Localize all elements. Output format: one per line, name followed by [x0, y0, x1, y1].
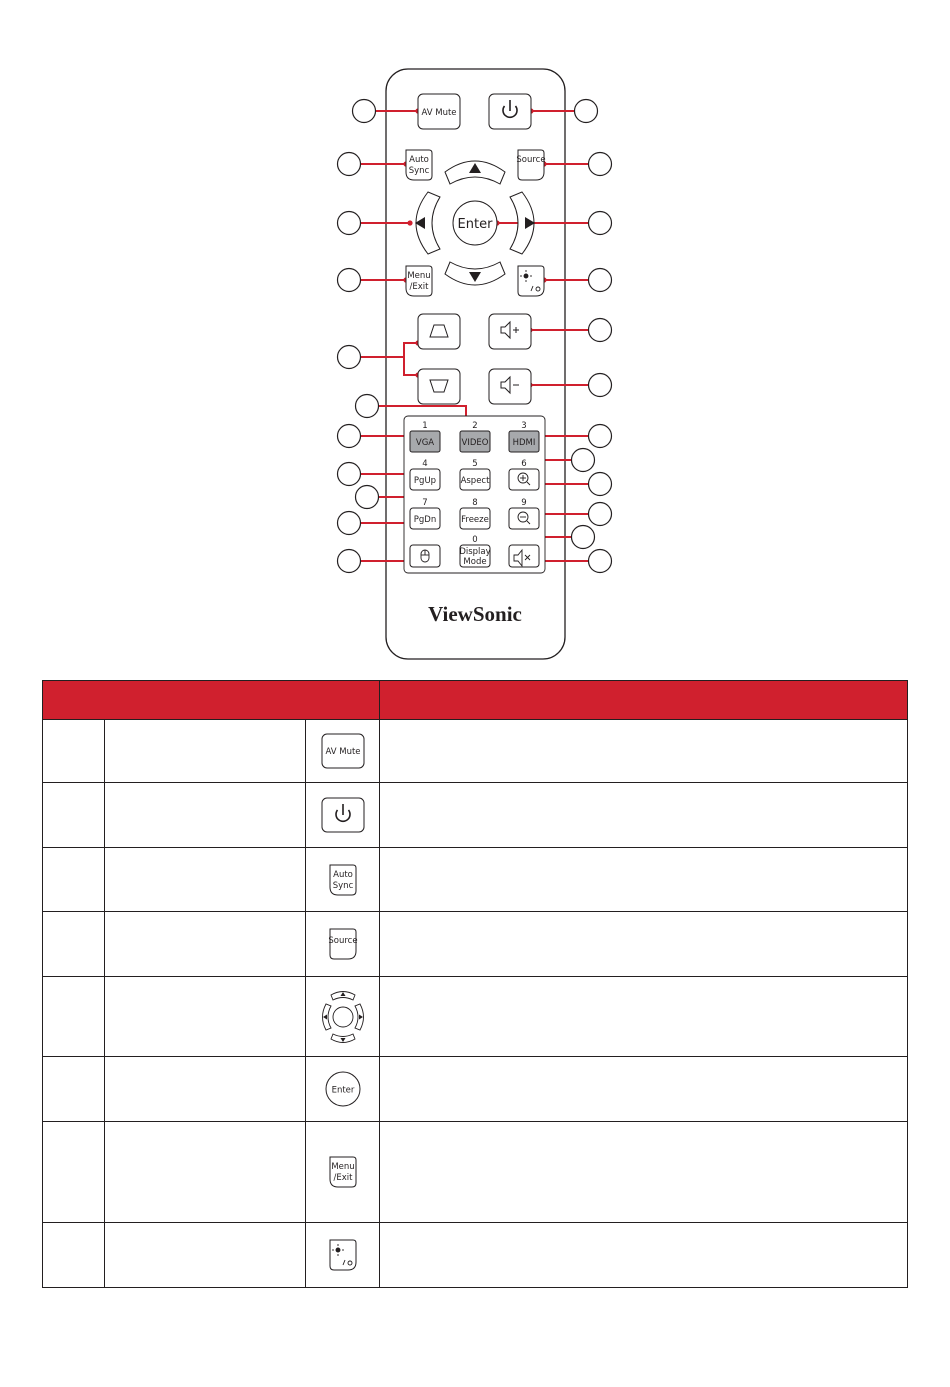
mouse-button[interactable]: [410, 545, 440, 567]
mute-button[interactable]: [509, 545, 539, 567]
row-icon-cell: [306, 783, 380, 848]
svg-text:Menu: Menu: [407, 271, 431, 281]
av-mute-key-icon: [320, 732, 366, 770]
svg-text:AV Mute: AV Mute: [324, 747, 361, 757]
auto-sync-button[interactable]: [406, 150, 432, 180]
svg-text:PgUp: PgUp: [413, 476, 437, 486]
power-key-icon: [320, 796, 366, 834]
av-mute-button[interactable]: [418, 94, 460, 129]
freeze-button[interactable]: [460, 508, 490, 529]
row-icon-cell: [306, 848, 380, 912]
svg-text:Sync: Sync: [332, 880, 353, 891]
brightness-button[interactable]: [518, 266, 544, 296]
keypad-number-2: 2: [472, 421, 478, 431]
brightness-key-icon: [327, 1237, 359, 1273]
enter-button[interactable]: [453, 201, 497, 245]
keypad-number-7: 7: [422, 498, 428, 508]
svg-text:Menu: Menu: [330, 1162, 355, 1172]
row-number: [43, 783, 105, 848]
vga-button[interactable]: [410, 431, 440, 452]
svg-text:Mode: Mode: [463, 557, 487, 567]
power-button[interactable]: [489, 94, 531, 129]
keypad-number-0: 0: [472, 535, 478, 545]
remote-control-diagram: [0, 0, 950, 670]
table-row: [43, 1122, 908, 1223]
row-number: [43, 1122, 105, 1223]
svg-text:Source: Source: [516, 155, 546, 165]
row-icon-cell: [306, 720, 380, 783]
svg-text:Sync: Sync: [408, 166, 430, 176]
enter-key-icon: [323, 1069, 363, 1109]
table-row: [43, 848, 908, 912]
keypad-number-8: 8: [472, 498, 478, 508]
brand-logo: ViewSonic: [428, 602, 522, 626]
svg-text:AV Mute: AV Mute: [421, 108, 457, 118]
row-description: [380, 783, 908, 848]
row-name: [105, 1057, 306, 1122]
hdmi-button[interactable]: [509, 431, 539, 452]
row-icon-cell: [306, 1122, 380, 1223]
row-description: [380, 912, 908, 977]
row-description: [380, 977, 908, 1057]
row-name: [105, 848, 306, 912]
svg-text:Auto: Auto: [332, 869, 353, 880]
svg-text:VGA: VGA: [415, 438, 435, 448]
zoom-out-button[interactable]: [509, 508, 539, 529]
table-row: [43, 783, 908, 848]
svg-text:VIDEO: VIDEO: [461, 438, 489, 448]
row-name: [105, 1223, 306, 1288]
row-name: [105, 783, 306, 848]
volume-down-button[interactable]: [489, 369, 531, 404]
table-row: [43, 977, 908, 1057]
row-name: [105, 977, 306, 1057]
auto-sync-key-icon: [327, 862, 359, 898]
row-description: [380, 848, 908, 912]
row-number: [43, 720, 105, 783]
svg-text:Freeze: Freeze: [461, 515, 489, 525]
row-description: [380, 1057, 908, 1122]
svg-text:PgDn: PgDn: [413, 515, 437, 525]
row-name: [105, 912, 306, 977]
svg-text:Enter: Enter: [457, 217, 493, 232]
svg-text:/Exit: /Exit: [333, 1173, 352, 1183]
svg-text:Source: Source: [327, 936, 358, 946]
svg-text:/Exit: /Exit: [409, 282, 429, 292]
table-row: [43, 1057, 908, 1122]
row-number: [43, 912, 105, 977]
row-name: [105, 720, 306, 783]
row-icon-cell: [306, 977, 380, 1057]
keypad-number-5: 5: [472, 459, 478, 469]
keystone-up-button[interactable]: [418, 314, 460, 349]
row-name: [105, 1122, 306, 1223]
directional-pad-icon: [320, 989, 366, 1045]
row-description: [380, 720, 908, 783]
row-number: [43, 977, 105, 1057]
svg-text:Enter: Enter: [331, 1085, 354, 1096]
table-row: [43, 1223, 908, 1288]
table-row: [43, 912, 908, 977]
source-button[interactable]: [516, 150, 545, 180]
menu-exit-key-icon: [327, 1154, 359, 1190]
header-description: [380, 681, 908, 720]
zoom-in-button[interactable]: [509, 469, 539, 490]
keypad-number-1: 1: [422, 421, 428, 431]
volume-up-button[interactable]: [489, 314, 531, 349]
table-header-row: [43, 681, 908, 720]
keypad-number-4: 4: [422, 459, 428, 469]
row-number: [43, 848, 105, 912]
video-button[interactable]: [460, 431, 490, 452]
row-description: [380, 1223, 908, 1288]
row-icon-cell: [306, 1223, 380, 1288]
keypad-number-6: 6: [521, 459, 527, 469]
keypad-number-3: 3: [521, 421, 527, 431]
header-button: [43, 681, 380, 720]
row-description: [380, 1122, 908, 1223]
menu-exit-button[interactable]: [406, 266, 432, 296]
aspect-button[interactable]: [460, 469, 490, 490]
row-icon-cell: [306, 1057, 380, 1122]
row-number: [43, 1057, 105, 1122]
source-key-icon: [327, 926, 359, 962]
keystone-down-button[interactable]: [418, 369, 460, 404]
page-down-button[interactable]: [410, 508, 440, 529]
display-mode-button[interactable]: [459, 545, 490, 567]
row-icon-cell: [306, 912, 380, 977]
row-number: [43, 1223, 105, 1288]
button-description-table: [42, 680, 908, 1288]
svg-text:Display: Display: [459, 547, 491, 557]
svg-text:Aspect: Aspect: [460, 476, 490, 486]
svg-text:HDMI: HDMI: [512, 438, 536, 448]
keypad-number-9: 9: [521, 498, 527, 508]
page-up-button[interactable]: [410, 469, 440, 490]
table-row: [43, 720, 908, 783]
svg-text:Auto: Auto: [409, 155, 429, 165]
